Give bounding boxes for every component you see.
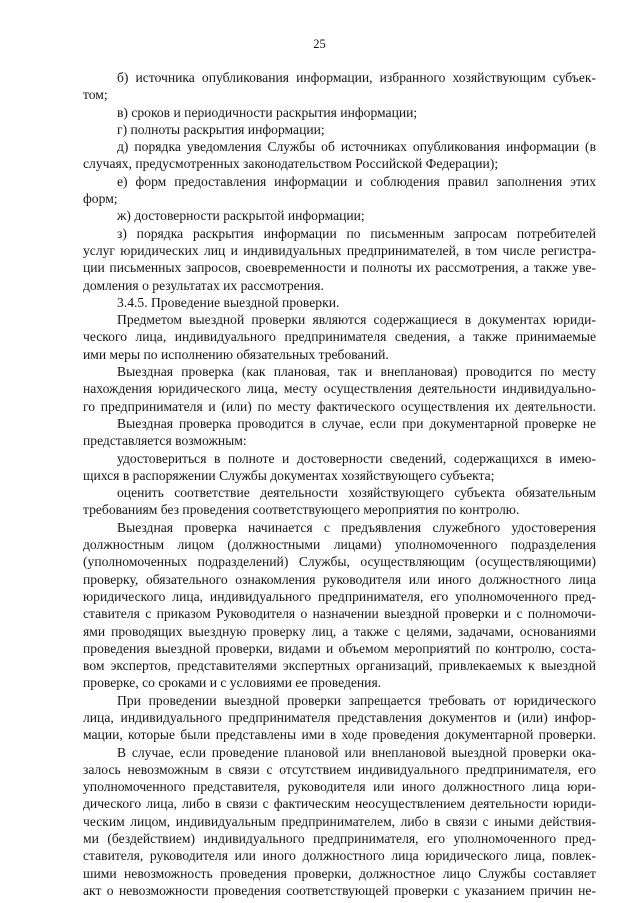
text-line: акт о невозможности проведения соответствующей проверки с указанием причин не- [83, 882, 596, 898]
text-line: При проведении выездной проверки запрещается требовать от юридического [117, 692, 596, 708]
page-number: 25 [313, 37, 326, 51]
text-line: оценить соответствие деятельности хозяйствующего субъекта обязательным [117, 485, 596, 501]
text-line: щихся в распоряжении Службы документах хозяйствующего субъекта; [83, 467, 495, 483]
text-line: проверке, со сроками и с условиями ее проведения. [83, 675, 382, 691]
text-line: нахождения юридического лица, месту осуществления деятельности индивидуально- [83, 381, 596, 397]
text-line: е) форм предоставления информации и соблюдения правил заполнения этих [117, 173, 596, 189]
text-line: юридического лица, индивидуального предпринимателя, его уполномоченного пред- [83, 588, 596, 604]
text-line: в) сроков и периодичности раскрытия информации; [117, 104, 418, 120]
text-line: ческого лица, индивидуального предпринимателя сведения, а также принимаемые [83, 329, 596, 345]
text-line: услуг юридических лиц и индивидуальных предпринимателей, в том числе регистра- [83, 242, 596, 258]
text-line: В случае, если проведение плановой или внеплановой выездной проверки ока- [117, 744, 596, 760]
text-line: ставителя, руководителя или иного должностного лица юридического лица, повлек- [83, 848, 596, 864]
text-line: ж) достоверности раскрытой информации; [117, 208, 365, 224]
text-line: домления о результатах их рассмотрения. [83, 277, 324, 293]
text-line: Предметом выездной проверки являются содержащиеся в документах юриди- [117, 312, 596, 328]
text-line: г) полноты раскрытия информации; [117, 121, 325, 137]
text-line: том; [83, 87, 108, 103]
text-line: шими невозможность проведения проверки, должностное лицо Службы составляет [83, 865, 596, 881]
text-line: требованиям без проведения соответствующего мероприятия по контролю. [83, 502, 520, 518]
text-line: дического лица, либо в связи с фактическим неосуществлением деятельности юриди- [83, 796, 596, 812]
text-line: д) порядка уведомления Службы об источниках опубликования информации (в [117, 139, 596, 155]
text-line: ями проводящих выездную проверку лиц, а также с целями, задачами, основаниями [83, 623, 596, 639]
text-line: ми (бездействием) индивидуального предпринимателя, его уполномоченного пред- [83, 831, 596, 847]
text-line: ставителя с приказом Руководителя о назначении выездной проверки и с полномочи- [83, 606, 596, 622]
text-line: го предпринимателя и (или) по месту фактического осуществления их деятельности. [83, 398, 596, 414]
text-line: удостовериться в полноте и достоверности сведений, содержащихся в имею- [117, 450, 596, 466]
text-line: 3.4.5. Проведение выездной проверки. [117, 294, 340, 310]
text-line: должностным лицом (должностными лицами) уполномоченного подразделения [83, 537, 596, 553]
text-line: лица, индивидуального предпринимателя представления документов и (или) инфор- [83, 709, 596, 725]
text-line: ческим лицом, индивидуальным предпринимателем, либо в связи с иными действия- [83, 813, 596, 829]
text-line: проведения выездной проверки, видами и объемом мероприятий по контролю, соста- [83, 640, 596, 656]
document-body [83, 69, 596, 899]
text-line: Выездная проверка (как плановая, так и внеплановая) проводится по месту [117, 364, 596, 380]
text-line: Выездная проверка проводится в случае, если при документарной проверке не [117, 415, 596, 431]
text-line: з) порядка раскрытия информации по письменным запросам потребителей [117, 225, 596, 241]
text-line: уполномоченного представителя, руководителя или иного должностного лица юри- [83, 779, 596, 795]
text-line: (уполномоченных подразделений) Службы, осуществляющим (осуществляющими) [83, 554, 596, 570]
text-line: мации, которые были представлены ими в ходе проведения документарной проверки. [83, 727, 596, 743]
text-line: представляется возможным: [83, 433, 247, 449]
text-line: проверку, обязательного ознакомления руководителя или иного должностного лица [83, 571, 596, 587]
text-line: случаях, предусмотренных законодательством Российской Федерации); [83, 156, 499, 172]
text-line: вом экспертов, представителями экспертных организаций, привлекаемых к выездной [83, 658, 596, 674]
text-line: форм; [83, 191, 118, 207]
text-line: б) источника опубликования информации, избранного хозяйствующим субъек- [117, 70, 596, 85]
text-line: ими меры по исполнению обязательных требований. [83, 346, 389, 362]
text-line: ции письменных запросов, своевременности и полноты их рассмотрения, а также уве- [83, 260, 596, 276]
text-line: Выездная проверка начинается с предъявления служебного удостоверения [117, 519, 596, 535]
text-line: залось невозможным в связи с отсутствием индивидуального предпринимателя, его [83, 761, 596, 777]
